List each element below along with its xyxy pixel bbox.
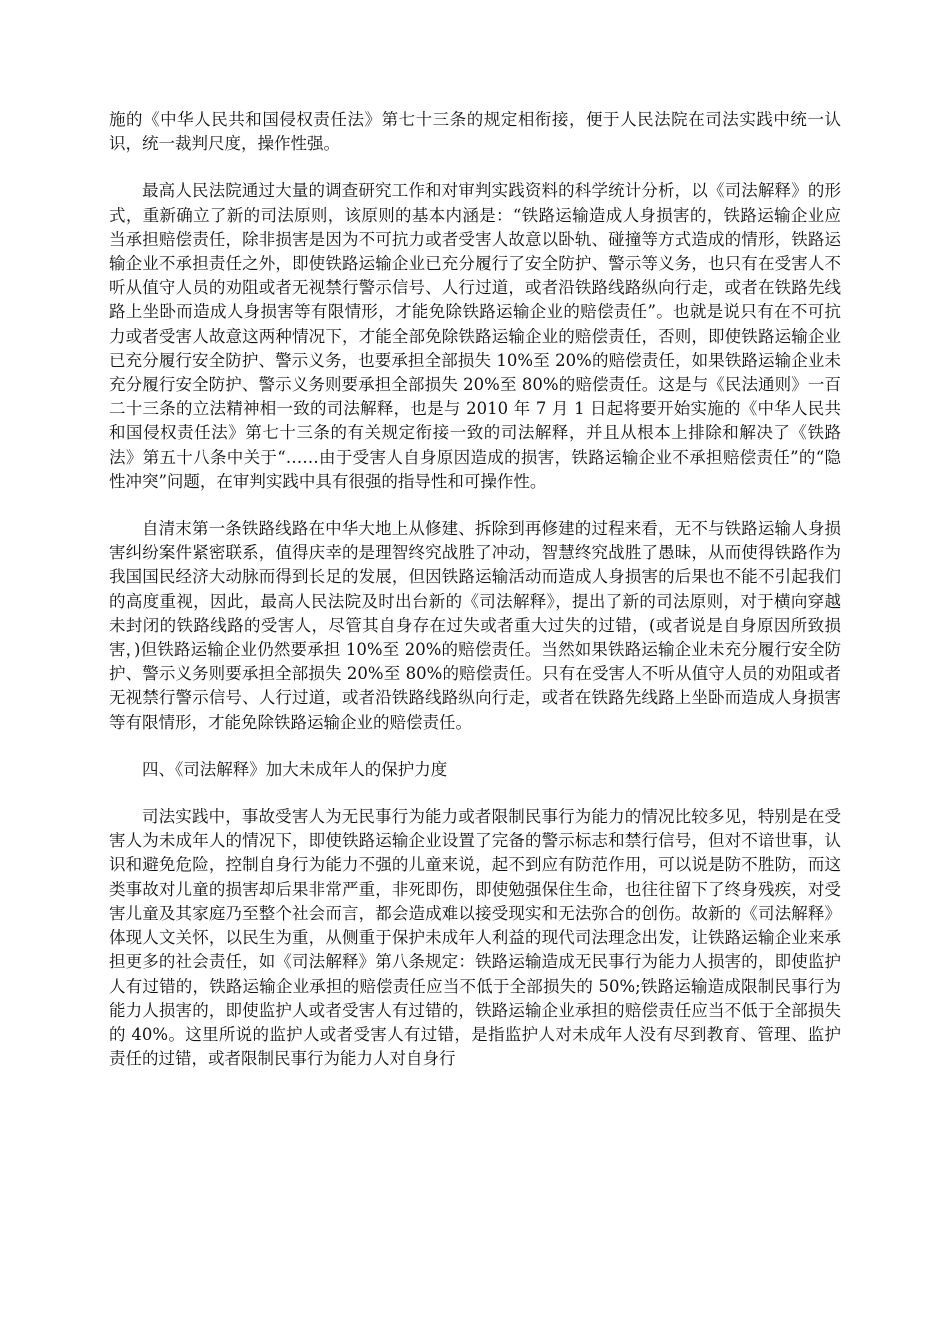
paragraph-minor-protection: 司法实践中，事故受害人为无民事行为能力或者限制民事行为能力的情况比较多见，特别是在受害人为未成年人的情况下，即使铁路运输企业设置了完备的警示标志和禁行信号，但对不谙世事，认识和避免危险，控制自身行为能力不强的儿童来说，起不到应有防范作用，可以说是防不胜防，而这类事故对儿童的损害却后果非常严重，非死即伤，即使勉强保住生命，也往往留下了终身残疾，对受害儿童及其家庭乃至整个社会而言，都会造成难以接受现实和无法弥合的创伤。故新的《司法解释》体现人文关怀，以民生为重，从侧重于保护未成年人利益的现代司法理念出发，让铁路运输企业来承担更多的社会责任，如《司法解释》第八条规定：铁路运输造成无民事行为能力人损害的，即使监护人有过错的，铁路运输企业承担的赔偿责任应当不低于全部损失的 50%;铁路运输造成限制民事行为能力人损害的，即使监护人或者受害人有过错的，铁路运输企业承担的赔偿责任应当不低于全部损失的 40%。这里所说的监护人或者受害人有过错，是指监护人对未成年人没有尽到教育、管理、监护责任的过错，或者限制民事行为能力人对自身行 — [109, 807, 841, 1069]
section-heading: 四、《司法解释》加大未成年人的保护力度 — [142, 759, 448, 779]
document-page — [109, 108, 841, 1094]
paragraph-judicial-principle: 最高人民法院通过大量的调查研究工作和对审判实践资料的科学统计分析，以《司法解释》的形式，重新确立了新的司法原则，该原则的基本内涵是：“铁路运输造成人身损害的，铁路运输企业应当承担赔偿责任，除非损害是因为不可抗力或者受害人故意以卧轨、碰撞等方式造成的情形，铁路运输企业不承担责任之外，即使铁路运输企业已充分履行了安全防护、警示等义务，也只有在受害人不听从值守人员的劝阻或者无视禁行警示信号、人行过道，或者沿铁路线路纵向行走，或者在铁路先线路上坐卧而造成人身损害等有限情形，才能免除铁路运输企业的赔偿责任”。也就是说只有在不可抗力或者受害人故意这两种情况下，才能全部免除铁路运输企业的赔偿责任，否则，即使铁路运输企业已充分履行安全防护、警示义务，也要承担全部损失 10%至 20%的赔偿责任，如果铁路运输企业未充分履行安全防护、警示义务则要承担全部损失 20%至 80%的赔偿责任。这是与《民法通则》一百二十三条的立法精神相一致的司法解释，也是与 2010 年 7 月 1 日起将要开始实施的《中华人民共和国侵权责任法》第七十三条的有关规定衔接一致的司法解释，并且从根本上排除和解决了《铁路法》第五十八条中关于“……由于受害人自身原因造成的损害，铁路运输企业不承担赔偿责任”的“隐性冲突”问题，在审判实践中具有很强的指导性和可操作性。 — [109, 181, 841, 491]
paragraph-continuation: 施的《中华人民共和国侵权责任法》第七十三条的规定相衔接，便于人民法院在司法实践中统一认识，统一裁判尺度，操作性强。 — [109, 110, 841, 154]
paragraph-railway-history: 自清末第一条铁路线路在中华大地上从修建、拆除到再修建的过程来看，无不与铁路运输人身损害纠纷案件紧密联系，值得庆幸的是理智终究战胜了冲动，智慧终究战胜了愚昧，从而使得铁路作为我国国民经济大动脉而得到长足的发展，但因铁路运输活动而造成人身损害的后果也不能不引起我们的高度重视，因此，最高人民法院及时出台新的《司法解释》，提出了新的司法原则，对于横向穿越未封闭的铁路线路的受害人，尽管其自身存在过失或者重大过失的过错，(或者说是自身原因所致损害，)但铁路运输企业仍然要承担 10%至 20%的赔偿责任。当然如果铁路运输企业未充分履行安全防护、警示义务则要承担全部损失 20%至 80%的赔偿责任。只有在受害人不听从值守人员的劝阻或者无视禁行警示信号、人行过道，或者沿铁路线路纵向行走，或者在铁路先线路上坐卧而造成人身损害等有限情形，才能免除铁路运输企业的赔偿责任。 — [109, 519, 841, 732]
